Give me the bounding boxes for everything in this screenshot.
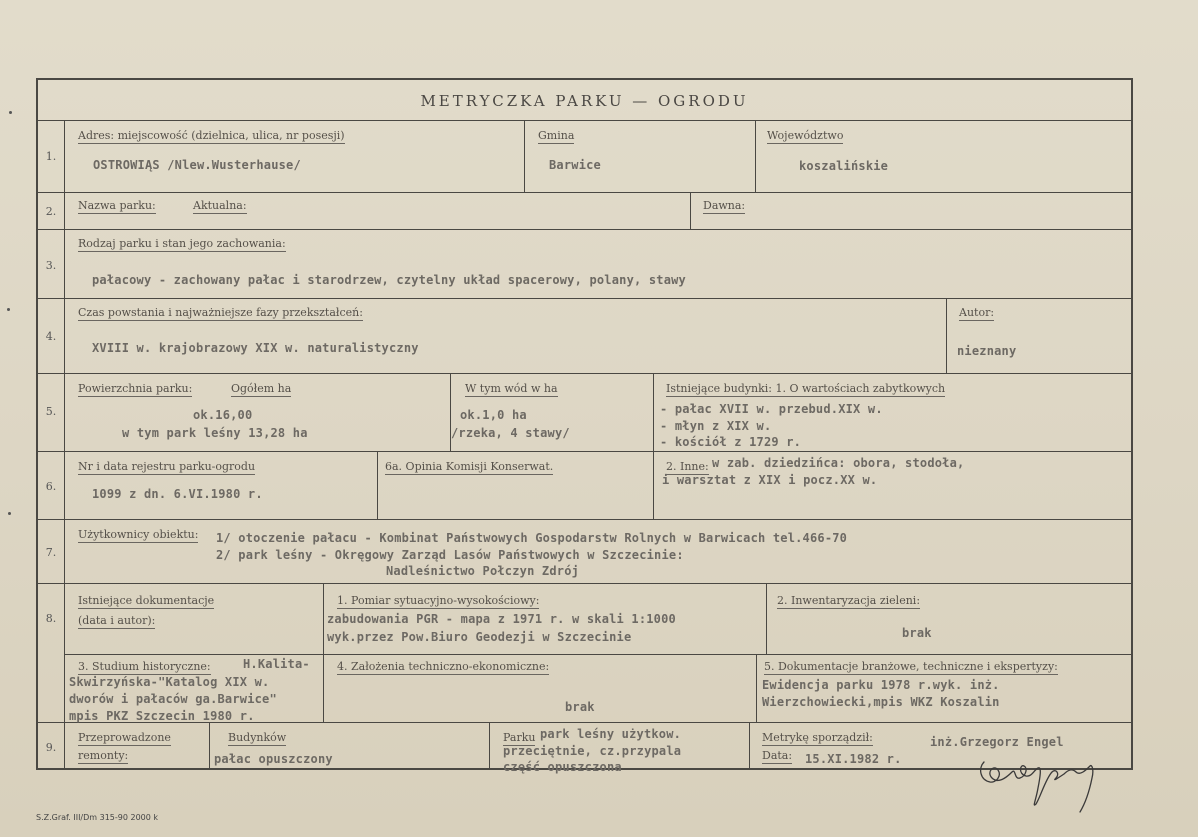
row-divider [36,192,1133,193]
row-divider [36,298,1133,299]
tech-econ-label: 4. Założenia techniczno-ekonomiczne: [337,660,550,673]
row-number: 4. [45,330,57,343]
users-label: Użytkownicy obiektu: [78,528,199,541]
park-renov-line: park leśny użytkow. [540,727,682,741]
historical-study-line: Skwirzyńska-"Katalog XIX w. [69,675,270,689]
water-area-detail: /rzeka, 4 stawy/ [451,426,570,440]
cell-divider [489,722,490,770]
row-divider [36,229,1133,230]
margin-mark [8,512,11,515]
row-divider [36,583,1133,584]
user-entry: Nadleśnictwo Połczyn Zdrój [386,564,580,578]
user-entry: 1/ otoczenie pałacu - Kombinat Państwowych Gospodarstw Rolnych w Barwicach tel.466-70 [216,531,848,545]
greenery-inventory-label: 2. Inwentaryzacja zieleni: [777,594,921,607]
cell-divider [524,120,525,192]
voivodeship-value: koszalińskie [799,159,889,173]
gmina-label: Gmina [538,129,575,142]
building-item: - młyn z XIX w. [660,419,772,433]
park-renov-line: przeciętnie, cz.przypala [503,744,682,758]
cell-divider [946,298,947,373]
author-value: nieznany [957,344,1017,358]
other-buildings-line: i warsztat z XIX i pocz.XX w. [662,473,878,487]
sector-docs-line: Ewidencja parku 1978 r.wyk. inż. [762,678,1000,692]
row-number: 8. [45,612,57,625]
row-divider [36,373,1133,374]
forest-park-area: w tym park leśny 13,28 ha [122,426,308,440]
greenery-inventory-value: brak [902,626,932,640]
cell-divider [690,192,691,229]
row-number: 3. [45,259,57,272]
conservator-opinion-label: 6a. Opinia Komisji Konserwat. [385,460,554,473]
historical-study-label: 3. Studium historyczne: [78,660,211,673]
register-label: Nr i data rejestru parku-ogrodu [78,460,256,473]
history-value: XVIII w. krajobrazowy XIX w. naturalistyczny [92,341,419,355]
water-area-label: W tym wód w ha [465,382,558,395]
historical-study-line: H.Kalita- [243,657,310,671]
park-name-label: Nazwa parku: [78,199,156,212]
buildings-label: Istniejące budynki: 1. O wartościach zabytkowych [666,382,946,395]
survey-value: zabudowania PGR - mapa z 1971 r. w skali 1:1000 [327,612,676,626]
park-renov-label: Parku [503,731,536,744]
gmina-value: Barwice [549,158,601,172]
historical-study-line: dworów i pałaców ga.Barwice" [69,692,277,706]
prepared-by-label: Metrykę sporządził: [762,731,873,744]
cell-divider [377,451,378,519]
survey-value: wyk.przez Pow.Biuro Geodezji w Szczecinie [327,630,632,644]
park-renov-line: część opuszczona [503,760,622,774]
park-type-label: Rodzaj parku i stan jego zachowania: [78,237,286,250]
park-type-value: pałacowy - zachowany pałac i starodrzew, czytelny układ spacerowy, polany, stawy [92,273,686,287]
print-footer: S.Z.Graf. III/Dm 315-90 2000 k [36,813,159,822]
user-entry: 2/ park leśny - Okręgowy Zarząd Lasów Państwowych w Szczecinie: [216,548,684,562]
voivodeship-label: Województwo [767,129,844,142]
history-label: Czas powstania i najważniejsze fazy przekształceń: [78,306,363,319]
register-value: 1099 z dn. 6.VI.1980 r. [92,487,263,501]
renovations-label: Przeprowadzone [78,731,171,744]
form-title: METRYCZKA PARKU — OGRODU [420,92,749,110]
row-number: 9. [45,741,57,754]
cell-divider [64,654,1133,655]
prepared-by-value: inż.Grzegorz Engel [930,735,1064,749]
other-buildings-line: w zab. dziedzińca: obora, stodoła, [712,456,965,470]
address-label: Adres: miejscowość (dzielnica, ulica, nr posesji) [78,129,345,142]
row-number: 6. [45,480,57,493]
handwritten-signature [976,748,1116,823]
margin-mark [9,111,12,114]
building-item: - kościół z 1729 r. [660,435,802,449]
building-item: - pałac XVII w. przebud.XIX w. [660,402,883,416]
cell-divider [766,583,767,654]
water-area-value: ok.1,0 ha [460,408,527,422]
row-divider [36,120,1133,121]
survey-label: 1. Pomiar sytuacyjno-wysokościowy: [337,594,540,607]
tech-econ-value: brak [565,700,595,714]
address-value: OSTROWIĄS /Nlew.Wusterhause/ [93,158,301,172]
historical-study-line: mpis PKZ Szczecin 1980 r. [69,709,255,723]
documentation-label: Istniejące dokumentacje [78,594,215,607]
row-number: 1. [45,150,57,163]
number-column-line [64,120,65,770]
area-label: Powierzchnia parku: [78,382,193,395]
cell-divider [756,654,757,722]
buildings-renov-label: Budynków [228,731,287,744]
cell-divider [749,722,750,770]
row-number: 7. [45,546,57,559]
row-divider [36,519,1133,520]
cell-divider [653,373,654,451]
other-buildings-label: 2. Inne: [666,460,709,473]
row-number: 2. [45,205,57,218]
cell-divider [755,120,756,192]
author-label: Autor: [959,306,995,319]
sector-docs-line: Wierzchowiecki,mpis WKZ Koszalin [762,695,1000,709]
total-area-value: ok.16,00 [193,408,253,422]
cell-divider [209,722,210,770]
buildings-renov-value: pałac opuszczony [214,752,333,766]
margin-mark [7,308,10,311]
row-divider [36,451,1133,452]
cell-divider [323,654,324,722]
date-label: Data: [762,749,793,762]
cell-divider [653,451,654,519]
total-area-label: Ogółem ha [231,382,292,395]
cell-divider [323,583,324,654]
renovations-sublabel: remonty: [78,749,129,762]
former-name-label: Dawna: [703,199,746,212]
documentation-sublabel: (data i autor): [78,614,156,627]
sector-docs-label: 5. Dokumentacje branżowe, techniczne i ekspertyzy: [764,660,1058,673]
row-number: 5. [45,405,57,418]
current-name-label: Aktualna: [193,199,247,212]
date-value: 15.XI.1982 r. [805,752,902,766]
